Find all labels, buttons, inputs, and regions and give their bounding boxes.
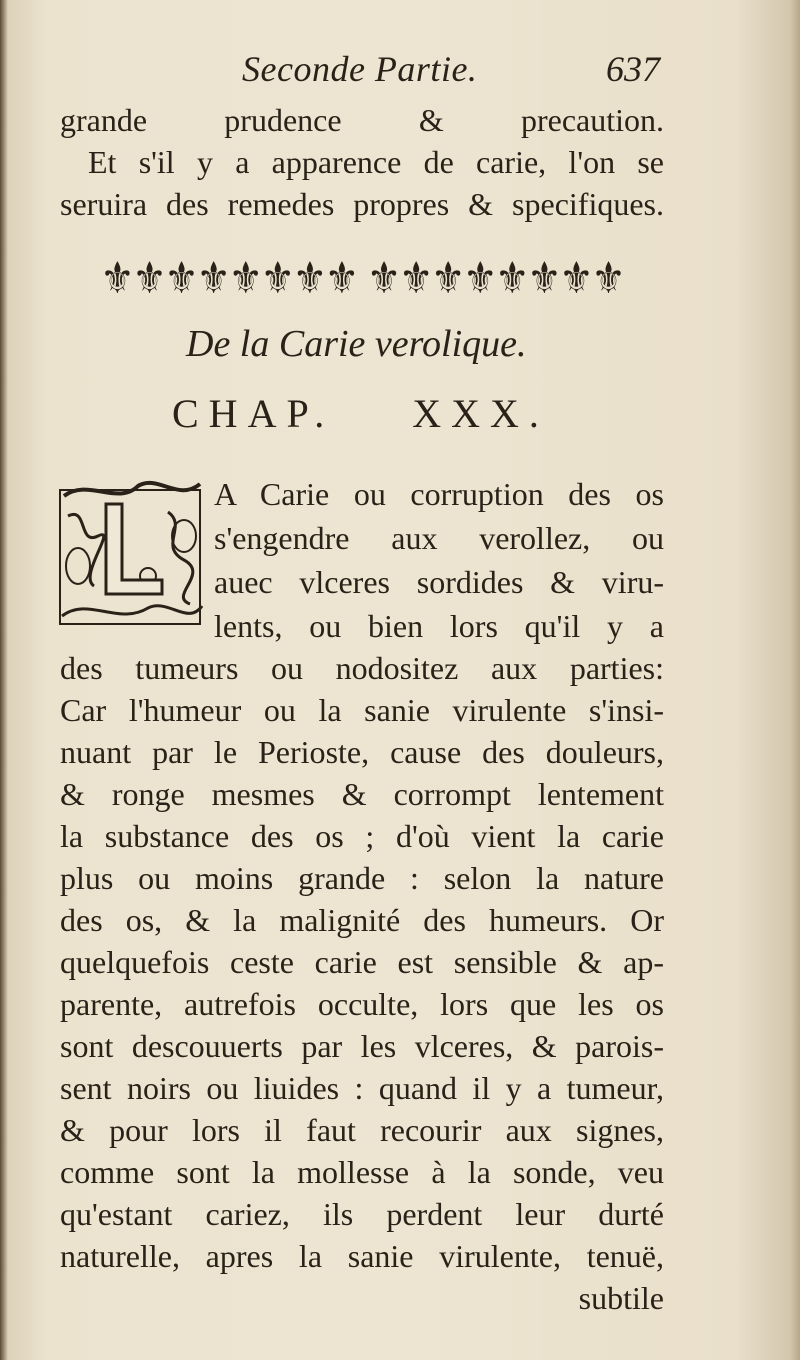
chapter-heading — [172, 390, 549, 437]
text-line: auec vlceres sordides & viru- — [214, 564, 664, 600]
text-line: A Carie ou corruption des os — [214, 476, 664, 512]
text-line: sent noirs ou liuides : quand il y a tumeur, — [60, 1070, 664, 1106]
binding-shadow — [0, 0, 8, 1360]
text-line: parente, autrefois occulte, lors que les os — [60, 986, 664, 1022]
running-head — [0, 44, 800, 94]
text-line: sont descouuerts par les vlceres, & parois- — [60, 1028, 664, 1064]
text-line: comme sont la mollesse à la sonde, veu — [60, 1154, 664, 1190]
chapter-number: XXX. — [412, 391, 549, 436]
text-line: grande prudence & precaution. — [60, 102, 664, 138]
text-line: nuant par le Perioste, cause des douleurs, — [60, 734, 664, 770]
chapter-label: CHAP. — [172, 391, 335, 436]
floral-initial-icon — [58, 476, 206, 634]
ornament-band-icon: ⚜⚜⚜⚜⚜⚜⚜⚜ ⚜⚜⚜⚜⚜⚜⚜⚜ — [100, 252, 624, 304]
text-line: lents, ou bien lors qu'il y a — [214, 608, 664, 644]
text-line: qu'estant cariez, ils perdent leur durté — [60, 1196, 664, 1232]
text-line: plus ou moins grande : selon la nature — [60, 860, 664, 896]
text-line: s'engendre aux verollez, ou — [214, 520, 664, 556]
page-edge-shadow — [790, 0, 800, 1360]
text-line: Et s'il y a apparence de carie, l'on se — [88, 144, 664, 180]
text-line: & pour lors il faut recourir aux signes, — [60, 1112, 664, 1148]
page-number: 637 — [606, 49, 660, 89]
text-line: & ronge mesmes & corrompt lentement — [60, 776, 664, 812]
text-line: la substance des os ; d'où vient la carie — [60, 818, 664, 854]
section-title: De la Carie verolique. — [186, 323, 527, 365]
text-line: des os, & la malignité des humeurs. Or — [60, 902, 664, 938]
text-line: des tumeurs ou nodositez aux parties: — [60, 650, 664, 686]
running-title: Seconde Partie. — [242, 49, 478, 89]
text-line: seruira des remedes propres & specifiques. — [60, 186, 664, 222]
text-line: Car l'humeur ou la sanie virulente s'insi- — [60, 692, 664, 728]
text-line: naturelle, apres la sanie virulente, tenuë, — [60, 1238, 664, 1274]
catchword: subtile — [578, 1280, 664, 1316]
text-line: quelquefois ceste carie est sensible & ap- — [60, 944, 664, 980]
